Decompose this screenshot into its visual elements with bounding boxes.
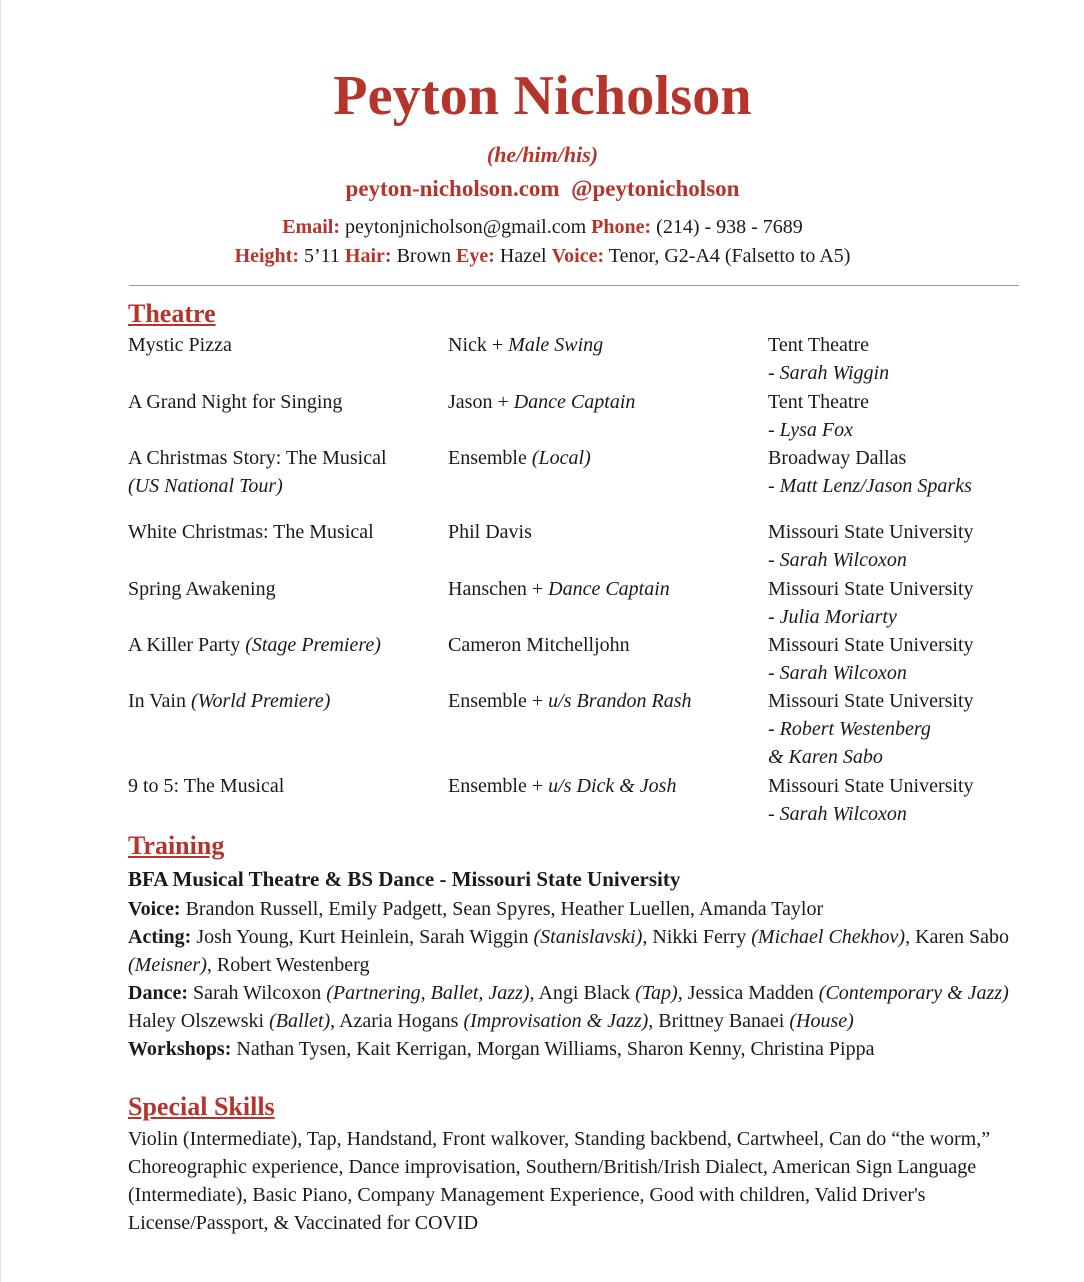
- height-value: 5’11: [304, 245, 340, 267]
- credit-venue: Missouri State University: [768, 521, 974, 543]
- pronouns: (he/him/his): [486, 142, 599, 167]
- credit-show: A Christmas Story: The Musical: [128, 447, 387, 469]
- phone-value: (214) - 938 - 7689: [656, 216, 803, 238]
- credit-role: Cameron Mitchelljohn: [448, 634, 630, 656]
- training-heading: Training: [128, 831, 225, 860]
- credit-show-note: (US National Tour): [128, 475, 283, 497]
- training-dance: Dance: Sarah Wilcoxon (Partnering, Ballet, Jazz), Angi Black (Tap), Jessica Madden (Contemporary & Jazz) Haley Olszewski (Ballet), Azaria Hogans (Improvisation & Jazz), Brittney Banaei (House): [128, 982, 1009, 1032]
- theatre-heading: Theatre: [128, 299, 216, 328]
- credit-director: - Matt Lenz/Jason Sparks: [768, 475, 972, 497]
- credit-role: Hanschen + Dance Captain: [448, 578, 670, 600]
- voice-label: Voice:: [551, 245, 605, 267]
- credit-role: Ensemble + u/s Brandon Rash: [448, 690, 692, 712]
- credit-director: - Sarah Wilcoxon: [768, 803, 907, 825]
- credit-director-continued: & Karen Sabo: [768, 746, 883, 768]
- training-acting: Acting: Josh Young, Kurt Heinlein, Sarah Wiggin (Stanislavski), Nikki Ferry (Michael Chekhov), Karen Sabo (Meisner), Robert Westenberg: [128, 926, 1009, 976]
- eye-value: Hazel: [499, 245, 547, 267]
- credit-director: - Lysa Fox: [768, 419, 853, 441]
- hair-label: Hair:: [344, 245, 392, 267]
- contact-line: [1, 214, 1084, 240]
- header-divider: [129, 285, 1019, 286]
- stats-line: [1, 243, 1084, 269]
- height-label: Height:: [234, 245, 299, 267]
- email-label: Email:: [282, 216, 340, 238]
- credit-show: White Christmas: The Musical: [128, 521, 374, 543]
- training-workshops: Workshops: Nathan Tysen, Kait Kerrigan, Morgan Williams, Sharon Kenny, Christina Pippa: [128, 1038, 875, 1060]
- credit-show: Mystic Pizza: [128, 334, 232, 356]
- phone-label: Phone:: [591, 216, 652, 238]
- credit-role: Phil Davis: [448, 521, 532, 543]
- credit-role: Nick + Male Swing: [448, 334, 604, 356]
- applicant-name: Peyton Nicholson: [333, 65, 752, 127]
- credit-show: Spring Awakening: [128, 578, 276, 600]
- credit-director: - Robert Westenberg: [768, 718, 931, 740]
- credit-role: Ensemble + u/s Dick & Josh: [448, 775, 677, 797]
- credit-role: Jason + Dance Captain: [448, 391, 636, 413]
- credit-role: Ensemble (Local): [448, 447, 591, 469]
- special-skills-text: Violin (Intermediate), Tap, Handstand, Front walkover, Standing backbend, Cartwheel, Can do “the worm,” Choreographic experience, Dance improvisation, Southern/British/Irish Dialect, American Sign Language (Intermediate), Basic Piano, Company Management Experience, Good with children, Valid Driver's License/Passport, & Vaccinated for COVID: [128, 1128, 991, 1234]
- credit-director: - Sarah Wiggin: [768, 362, 890, 384]
- credit-show: 9 to 5: The Musical: [128, 775, 285, 797]
- degree: BFA Musical Theatre & BS Dance - Missouri State University: [128, 867, 681, 891]
- credit-director: - Sarah Wilcoxon: [768, 662, 907, 684]
- credit-venue: Missouri State University: [768, 690, 974, 712]
- email-value[interactable]: peytonjnicholson@gmail.com: [344, 216, 587, 238]
- training-voice: Voice: Brandon Russell, Emily Padgett, Sean Spyres, Heather Luellen, Amanda Taylor: [128, 898, 824, 920]
- credit-venue: Missouri State University: [768, 775, 974, 797]
- credit-director: - Sarah Wilcoxon: [768, 549, 907, 571]
- credit-show: In Vain (World Premiere): [128, 690, 331, 712]
- credit-venue: Missouri State University: [768, 634, 974, 656]
- credit-show: A Grand Night for Singing: [128, 391, 343, 413]
- credit-venue: Tent Theatre: [768, 334, 869, 356]
- credit-venue: Missouri State University: [768, 578, 974, 600]
- special-skills-heading: Special Skills: [128, 1092, 275, 1121]
- eye-label: Eye:: [456, 245, 495, 267]
- website-and-handle[interactable]: peyton-nicholson.com @peytonicholson: [345, 176, 740, 201]
- credit-venue: Tent Theatre: [768, 391, 869, 413]
- voice-value: Tenor, G2-A4 (Falsetto to A5): [608, 245, 851, 267]
- credit-director: - Julia Moriarty: [768, 606, 897, 628]
- credit-show: A Killer Party (Stage Premiere): [128, 634, 381, 656]
- hair-value: Brown: [396, 245, 452, 267]
- training-details: [128, 895, 1028, 1063]
- credit-venue: Broadway Dallas: [768, 447, 907, 469]
